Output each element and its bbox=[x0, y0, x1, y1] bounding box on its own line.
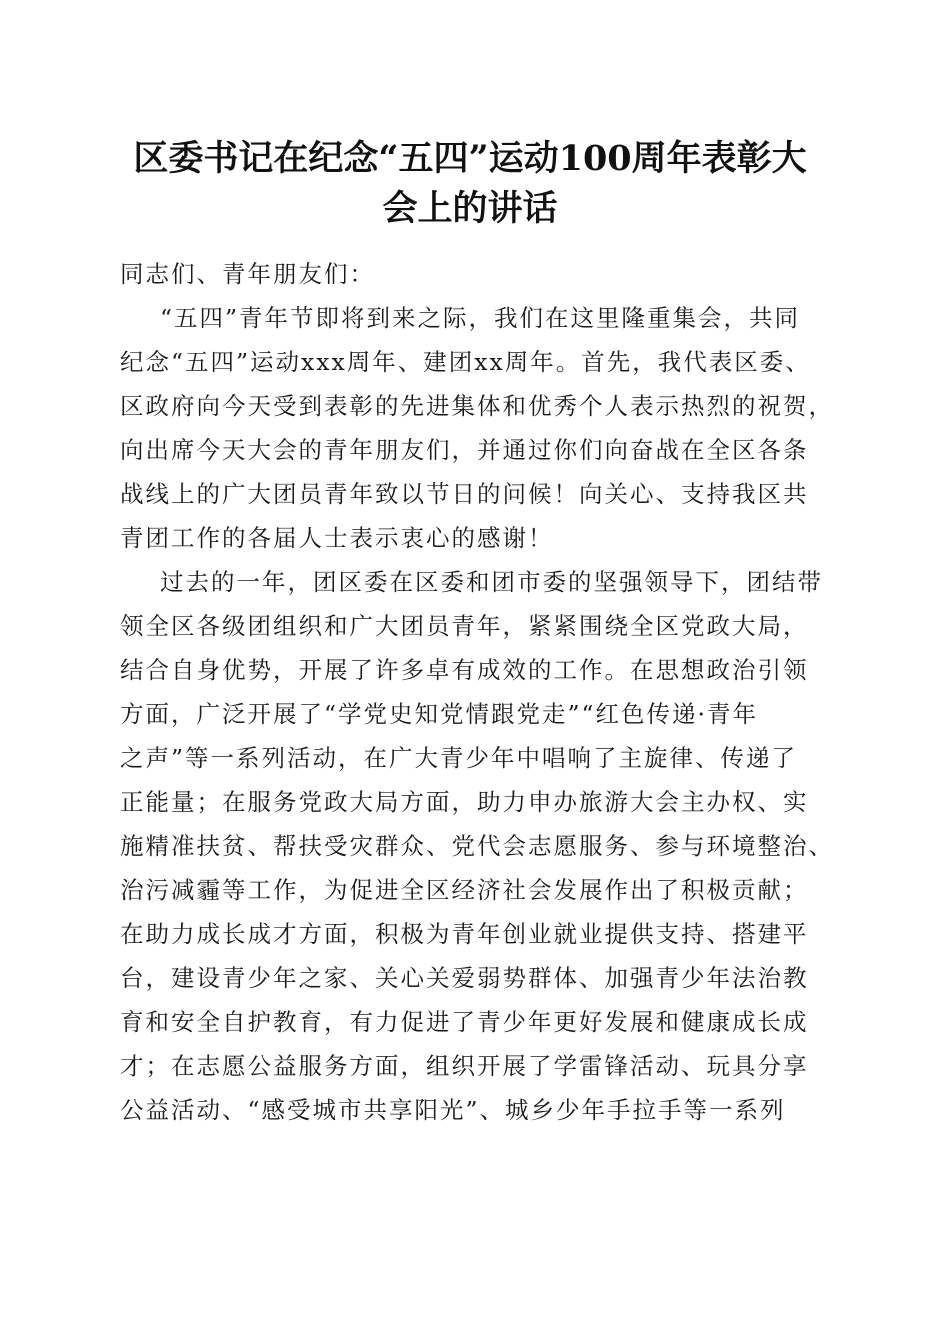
text-line: 在助力成长成才方面，积极为青年创业就业提供支持、搭建平 bbox=[120, 920, 809, 948]
text-line: 方面，广泛开展了“学党史知党情跟党走”“红色传递·青年 bbox=[120, 700, 759, 728]
text-line: 才；在志愿公益服务方面，组织开展了学雷锋活动、玩具分享 bbox=[120, 1052, 809, 1080]
text-line: 青团工作的各届人士表示衷心的感谢！ bbox=[120, 524, 554, 552]
text-line: 施精准扶贫、帮扶受灾群众、党代会志愿服务、参与环境整治、 bbox=[120, 832, 834, 860]
text-line: 育和安全自护教育，有力促进了青少年更好发展和健康成长成 bbox=[120, 1008, 809, 1036]
text-line: 纪念“五四”运动xxx周年、建团xx周年。首先，我代表区委、 bbox=[120, 348, 811, 376]
text-line: 治污减霾等工作，为促进全区经济社会发展作出了积极贡献； bbox=[120, 876, 809, 904]
text-line: 正能量；在服务党政大局方面，助力申办旅游大会主办权、实 bbox=[120, 788, 809, 816]
text-line: 区政府向今天受到表彰的先进集体和优秀个人表示热烈的祝贺， bbox=[120, 392, 834, 420]
title-line-2: 会上的讲话 bbox=[382, 188, 558, 229]
document-title bbox=[110, 134, 830, 234]
text-line: 台，建设青少年之家、关心关爱弱势群体、加强青少年法治教 bbox=[120, 964, 809, 992]
text-line: 领全区各级团组织和广大团员青年，紧紧围绕全区党政大局， bbox=[120, 612, 809, 640]
text-line: 战线上的广大团员青年致以节日的问候！向关心、支持我区共 bbox=[120, 480, 809, 508]
text-line: 公益活动、“感受城市共享阳光”、城乡少年手拉手等一系列 bbox=[120, 1096, 786, 1124]
text-line: 结合自身优势，开展了许多卓有成效的工作。在思想政治引领 bbox=[120, 656, 809, 684]
text-line: 向出席今天大会的青年朋友们，并通过你们向奋战在全区各条 bbox=[120, 436, 809, 464]
text-line: “五四”青年节即将到来之际，我们在这里隆重集会，共同 bbox=[160, 304, 801, 332]
title-line-1: 区委书记在纪念“五四”运动100周年表彰大 bbox=[133, 138, 807, 179]
text-line: 过去的一年，团区委在区委和团市委的坚强领导下，团结带 bbox=[160, 568, 823, 596]
salutation: 同志们、青年朋友们： bbox=[120, 260, 375, 288]
text-line: 之声”等一系列活动，在广大青少年中唱响了主旋律、传递了 bbox=[120, 744, 798, 772]
